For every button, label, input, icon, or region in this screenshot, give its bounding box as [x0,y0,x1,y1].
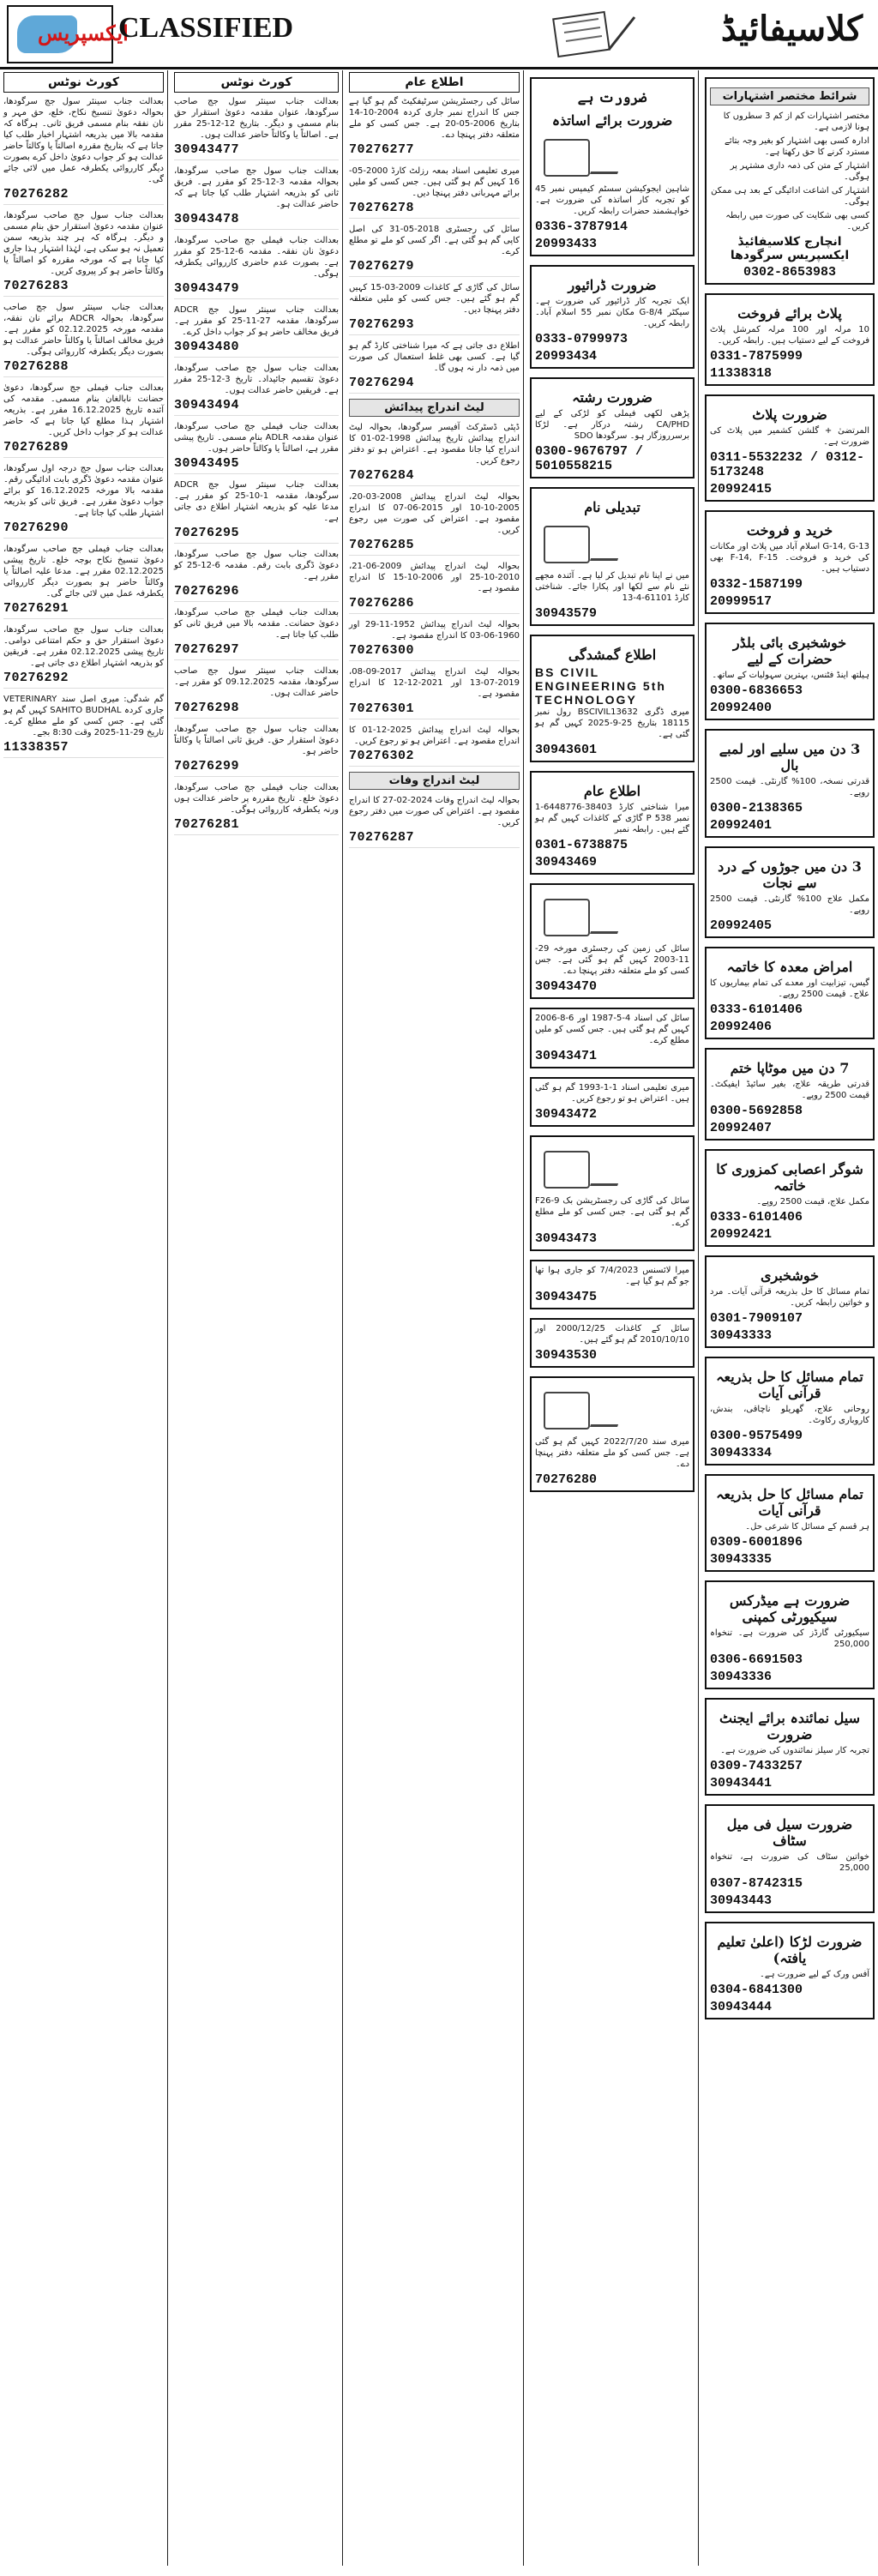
classified-ad [705,1804,875,1913]
notice-item [174,479,339,544]
notice-text: بحوالہ لیٹ اندراج پیدائش 2025-12-01 کا اندراج مقصود ہے۔ اعتراض ہو تو رجوع کریں۔ [349,725,520,746]
ad-title: ضرورت ہے میڈرکس سیکیورٹی کمپنی [729,1592,851,1625]
notice-text: بعدالت جناب سینئر سول جج صاحب سرگودھا، مقدمہ 09.12.2025 کو مقرر ہے۔ حاضر عدالت ہوں۔ [174,666,339,698]
classified-ad [530,77,695,256]
ad-code: 20992400 [710,701,773,715]
column-header: کورٹ نوٹس [3,72,164,93]
ad-title: خرید و فروخت [746,522,833,539]
terms-list [710,111,869,232]
terms-item: کسی بھی شکایت کی صورت میں رابطہ کریں۔ [725,211,869,232]
ad-title: خوشخبری [760,1267,820,1284]
contact-phone: 0302-8653983 [743,265,837,280]
notice-item [349,422,520,486]
notice-text: بعدالت جناب فیملی جج صاحب سرگودھا، دعویٰ خلع۔ تاریخ مقررہ پر حاضر عدالت ہوں ورنہ یکطرفہ کارروائی ہوگی۔ [174,783,339,815]
ad-code: 30943334 [710,1446,773,1460]
illustration-shape [544,139,590,177]
ad-phone: 0300-9676797 / 5010558215 [535,444,644,473]
notice-text: بعدالت جناب سینئر سول جج ADCR سرگودھا، مقدمہ 1-10-25 کو مقرر ہے۔ مدعا علیہ کو بذریعہ اشتہار اطلاع دی جاتی ہے۔ [174,480,339,523]
ad-list [705,293,875,2019]
classified-ad [530,1008,695,1068]
ad-illustration-icon [535,1387,689,1431]
notice-item [349,666,520,719]
classified-ad [705,1580,875,1689]
ad-code: 30943441 [710,1776,773,1791]
notice-item [174,96,339,160]
notice-code: 70276299 [174,759,240,773]
notice-item [349,96,520,160]
ad-title: تمام مسائل کا حل بذریعہ قرآنی آیات [716,1486,863,1519]
notice-code: 30943477 [174,142,240,157]
ad-body: سائل کی گاڑی کی رجسٹریشن بک F26-9 گم ہو گئی ہے۔ جس کسی کو ملے مطلع کرے۔ [535,1196,689,1228]
classified-ad [705,1048,875,1141]
classified-ad [530,487,695,626]
ad-title: امراض معدہ کا خاتمہ [726,959,853,975]
notice-text: بعدالت جناب سینئر سول جج صاحب سرگودھا، عنوان مقدمہ دعویٰ استقرار حق بنام مسمی و دیگر۔ بتاریخ 12-12-25 مقرر ہے۔ اصالتاً یا وکالتاً حاضر عدالت ہوں۔ [174,97,339,140]
ad-title: ضرورت لڑکا (اعلیٰ تعلیم یافتہ) [717,1934,863,1966]
notice-text: بحوالہ لیٹ اندراج پیدائش 2009-06-21، 2010-10-25 اور 2006-10-15 کا اندراج مقصود ہے۔ [349,562,520,593]
ad-body: ہیلتھ اینڈ فٹنس، بہترین سہولیات کے ساتھ۔ [712,671,869,680]
notice-code: 70276291 [3,601,69,616]
notice-item [349,282,520,335]
ad-code: 20992406 [710,1020,773,1034]
notice-item [174,549,339,602]
notice-item [174,782,339,835]
ad-title: ضرورت ڈرائیور [568,277,657,293]
notice-item [174,235,339,299]
notice-code: 70276293 [349,317,415,332]
notice-text: بعدالت جناب فیملی جج صاحب سرگودھا، دعویٰ نان نفقہ۔ مقدمہ 6-12-25 کو مقرر ہے۔ بصورت عدم حاضری کارروائی یکطرفہ ہوگی۔ [174,236,339,279]
notice-text: بعدالت جناب سول جج صاحب سرگودھا، دعویٰ استقرار حق و حکم امتناعی دوامی۔ تاریخ پیشی 02.12.2025 مقرر ہے۔ فریقین کو بذریعہ اشتہار اطلاع دی جاتی ہے۔ [3,625,164,668]
ad-phone: 0333-6101406 [710,1002,803,1017]
ad-code: 20992407 [710,1121,773,1135]
ad-body: میرا لائسنس 7/4/2023 کو جاری ہوا تھا جو گم ہو گیا ہے۔ [535,1266,689,1286]
ad-code: 30943335 [710,1552,773,1567]
terms-item: مختصر اشتہارات کم از کم 3 سطروں کا ہونا لازمی ہے۔ [723,111,869,132]
ad-code: 30943333 [710,1328,773,1343]
ad-body: آفس ورک کے لیے ضرورت ہے۔ [759,1970,869,1979]
notice-text: بعدالت جناب فیملی جج صاحب سرگودھا، عنوان مقدمہ ADLR بنام مسمی۔ تاریخ پیشی مقرر ہے، اصالتاً یا وکالتاً حاضر ہوں۔ [174,422,339,454]
ad-body: پڑھی لکھی فیملی کو لڑکی کے لیے CA/PHD رشتہ درکار ہے۔ لڑکا برسرروزگار ہو۔ سرگودھا SDO [535,409,689,441]
ad-body: میری سند 2022/7/20 کہیں گم ہو گئی ہے۔ جس کسی کو ملے متعلقہ دفتر پہنچا دے۔ [535,1437,689,1469]
ad-title: شوگر اعصابی کمزوری کا خاتمہ [716,1161,863,1194]
contact-label: انچارج کلاسیفائیڈ ایکسپریس سرگودھا [730,235,850,262]
notice-code: 70276283 [3,279,69,293]
page-header [0,0,878,69]
ad-title: تبدیلی نام [584,499,640,515]
ad-code: 30943473 [535,1231,598,1246]
illustration-shape [590,1399,628,1427]
ad-body: سائل کے کاغذات 2000/12/25 اور 2010/10/10 گم ہو گئے ہیں۔ [535,1324,689,1345]
classified-ad [705,1149,875,1247]
notice-item [3,302,164,377]
terms-item: اشتہار کے متن کی ذمہ داری مشتہر پر ہوگی۔ [730,161,869,182]
ad-body: قدرتی طریقہ علاج، بغیر سائیڈ ایفیکٹ۔ قیمت 2500 روپے۔ [710,1080,869,1100]
column-header: اطلاع عام [349,72,520,93]
late-birth-list [349,422,520,767]
ad-phone: 0301-7909107 [710,1311,803,1326]
ad-phone: 0336-3787914 [535,220,628,234]
notice-item [174,166,339,230]
ad-phone: 0332-1587199 [710,577,803,592]
ad-phone: 0333-6101406 [710,1210,803,1225]
ad-phone: 0311-5532232 / 0312-5173248 [710,450,865,479]
notice-text: بعدالت جناب سول جج صاحب سرگودھا، دعویٰ ڈگری بابت رقم۔ مقدمہ 6-12-25 کو مقرر ہے۔ [174,550,339,581]
ad-body: قدرتی نسخہ، 100% گارنٹی۔ قیمت 2500 روپے۔ [710,777,869,797]
classified-ad [705,1698,875,1796]
notice-code: 70276277 [349,142,415,157]
columns-container [0,70,878,2576]
notice-code: 70276294 [349,376,415,390]
notice-item [349,340,520,394]
illustration-shape [590,1158,628,1186]
ad-body: ایک تجربہ کار ڈرائیور کی ضرورت ہے۔ سیکٹر G-8/4 مکان نمبر 55 اسلام آباد۔ رابطہ کریں۔ [535,297,689,328]
notice-code: 70276287 [349,830,415,845]
notice-item [349,561,520,614]
column-wanted-ads [526,70,699,2566]
notice-text: بعدالت جناب سول جج صاحب سرگودھا، عنوان مقدمہ دعویٰ استقرار حق بنام مسمی و دیگر۔ ہرگاہ کہ ہر چند بذریعہ سمن تعمیل نہ ہو سکی ہے، لہٰذا اشتہار ہذا جاری کیا جاتا ہے کہ مورخہ مقررہ کو اصالتاً یا وکالتاً حاضر ہو کر پیروی کریں۔ [3,211,164,276]
notice-code: 70276279 [349,259,415,274]
notice-code: 70276302 [349,749,415,763]
notice-text: بعدالت جناب فیملی جج صاحب سرگودھا، دعویٰ حضانت۔ مقدمہ بالا میں فریق ثانی کو طلب کیا جاتا ہے۔ [174,608,339,640]
ad-code: 30943579 [535,606,598,621]
ad-body: G-14, G-13 اسلام آباد میں پلاٹ اور مکانات کی خرید و فروخت۔ F-14, F-15 بھی دستیاب ہیں۔ [710,542,870,574]
ad-body: ہر قسم کے مسائل کا شرعی حل۔ [745,1522,869,1532]
notice-text: بحوالہ لیٹ اندراج پیدائش 1952-11-29 اور 1960-06-03 کا اندراج مقصود ہے۔ [349,620,520,641]
notice-code: 70276289 [3,440,69,454]
classified-ad [705,623,875,720]
ad-title: خوشخبری بائی بلڈر حضرات کے لیے [732,635,847,667]
ad-phone: 0300-6836653 [710,683,803,698]
notice-item [349,619,520,661]
ad-code: 30943530 [535,1348,598,1363]
notice-text: بعدالت جناب سول جج درجہ اول سرگودھا، عنوان مقدمہ دعویٰ ڈگری بابت ادائیگی رقم۔ مقدمہ بالا مورخہ 16.12.2025 کو برائے جواب دعویٰ مقرر ہے۔ فریق ثانی کو بذریعہ اشتہار طلب کیا جاتا ہے۔ [3,464,164,518]
classified-ad [530,771,695,875]
late-death-header: لیٹ اندراج وفات [349,772,520,790]
notice-text: بحوالہ لیٹ اندراج وفات 2024-02-27 کا اندراج مقصود ہے۔ اعتراض کی صورت میں دفتر رجوع کریں۔ [349,796,520,828]
ad-body: مکمل علاج، قیمت 2500 روپے۔ [756,1197,869,1207]
notice-item [174,421,339,474]
notice-item [174,724,339,777]
classified-ad [705,947,875,1039]
ad-code: 20999517 [710,594,773,609]
ad-title: 7 دن میں موٹاپا ختم [730,1060,850,1076]
column-court-notices-1 [0,70,168,2566]
notice-text: بحوالہ لیٹ اندراج پیدائش 2008-03-20، 2005-10-10 اور 2015-06-07 کا اندراج مقصود ہے۔ اعتراض کی صورت میں رجوع کریں۔ [349,492,520,535]
ad-code: 30943471 [535,1049,598,1063]
classified-ad [705,1357,875,1466]
notice-text: اطلاع دی جاتی ہے کہ میرا شناختی کارڈ گم ہو گیا ہے۔ کسی بھی غلط استعمال کی صورت میں ذمہ دار نہ ہوں گا۔ [349,341,520,373]
column-public-notices [346,70,524,2566]
ad-body: سائل کی اسناد 4-5-1987 اور 6-8-2006 کہیں گم ہو گئی ہیں۔ جس کسی کو ملیں مطلع کرے۔ [535,1014,690,1045]
notice-item [174,607,339,660]
classified-ad [705,1922,875,2019]
notice-text: میری تعلیمی اسناد بمعہ رزلٹ کارڈ 2000-05-16 کہیں گم ہو گئی ہیں۔ جس کسی کو ملیں برائے مہربانی دفتر پہنچا دیں۔ [349,166,520,198]
classified-ad [530,1135,695,1251]
notice-code: 70276300 [349,643,415,658]
notice-text: سائل کی رجسٹریشن سرٹیفکیٹ گم ہو گیا ہے جس کا اندراج نمبر جاری کردہ 2004-10-14 بتاریخ 2006-05-20 ہے۔ جس کسی کو ملے متعلقہ دفتر پہنچا دے۔ [349,97,520,140]
ad-code: 30943443 [710,1893,773,1908]
ad-body: خواتین سٹاف کی ضرورت ہے، تنخواہ 25,000 [710,1852,869,1873]
ad-code: 20992401 [710,818,773,833]
ad-code: 20993434 [535,349,598,364]
notice-item [349,166,520,219]
notice-text: بعدالت جناب فیملی جج سرگودھا، دعویٰ حضانت نابالغان بنام مسمی۔ مقدمہ کی آئندہ تاریخ 16.12.2025 مقرر ہے۔ بذریعہ اشتہار ہذا مطلع کیا جاتا ہے کہ حاضر عدالت ہو کر جواب داخل کریں۔ [3,383,164,437]
ad-body: تمام مسائل کا حل بذریعہ قرآنی آیات۔ مرد و خواتین رابطہ کریں۔ [710,1287,869,1308]
notice-code: 70276298 [174,701,240,715]
ad-code: 30943475 [535,1290,598,1304]
ad-body: میری تعلیمی اسناد 1-1-1993 گم ہو گئی ہیں۔ اعتراض ہو تو رجوع کریں۔ [535,1083,689,1104]
ad-code: 70276280 [535,1472,598,1487]
notice-item [174,304,339,358]
notice-text: بعدالت جناب سینئر سول جج ADCR سرگودھا، مقدمہ 27-11-25 کو مقرر ہے۔ فریق مخالف حاضر ہو کر جواب داخل کرے۔ [174,305,339,337]
notice-text: بعدالت جناب فیملی جج صاحب سرگودھا، دعویٰ تنسیخ نکاح بوجہ خلع۔ تاریخ پیشی 02.12.2025 مقرر ہے۔ مدعا علیہ اصالتاً یا وکالتاً حاضر ہو بصورت دیگر کارروائی یکطرفہ عمل میں لائی جائے گی۔ [3,545,164,599]
ad-body: 10 مرلہ اور 100 مرلہ کمرشل پلاٹ فروخت کے لیے دستیاب ہیں۔ رابطہ کریں۔ [710,325,869,346]
ad-illustration-icon [535,1146,689,1190]
ad-title: اطلاع گمشدگی [568,647,657,663]
ad-phone: 0300-9575499 [710,1429,803,1443]
ad-code: 30943601 [535,743,598,757]
notice-item [349,795,520,848]
notice-item [3,694,164,758]
terms-box [705,77,875,285]
ad-title: ضرورت سیل فی میل سٹاف [726,1816,853,1849]
notice-code: 30943480 [174,340,240,354]
ad-list [530,77,695,1492]
title-english: CLASSIFIED [118,12,294,44]
column-court-notices-2 [171,70,343,2566]
ad-code: 30943470 [535,979,598,994]
ad-code: 20992405 [710,918,773,933]
notice-code: 30943495 [174,456,240,471]
late-death-list [349,795,520,848]
classified-ad [705,394,875,502]
ad-illustration-icon [535,521,689,565]
notice-item [349,725,520,767]
title-urdu: کلاسیفائیڈ [720,9,863,49]
classified-ad [530,635,695,762]
ad-body: مکمل علاج 100% گارنٹی۔ قیمت 2500 روپے۔ [710,894,869,915]
ad-code: 30943469 [535,855,598,870]
classified-ad [530,265,695,369]
ad-phone: 0300-2138365 [710,801,803,816]
terms-header: شرائط مختصر اشتہارات [710,87,869,105]
notice-code: 70276297 [174,642,240,657]
illustration-shape [590,533,628,561]
ad-title: 3 دن میں جوڑوں کے درد سے نجات [718,858,862,891]
terms-item: اشتہار کی اشاعت ادائیگی کے بعد ہی ممکن ہوگی۔ [711,186,869,207]
notice-text: ڈپٹی ڈسٹرکٹ آفیسر سرگودھا، بحوالہ لیٹ اندراج پیدائش تاریخ پیدائش 1998-02-01 کا اندراج کیا جانا مقصود ہے۔ اعتراض ہو تو دفتر رجوع کریں۔ [349,423,520,466]
notice-text: بعدالت جناب سول جج صاحب سرگودھا، دعویٰ استقرار حق۔ فریق ثانی اصالتاً یا وکالتاً حاضر ہو۔ [174,725,339,756]
ad-illustration-icon [535,894,689,938]
classified-ad [705,729,875,838]
notice-text: بحوالہ لیٹ اندراج پیدائش 2017-09-08، 2019-07-13 اور 2021-12-12 کا اندراج مقصود ہے۔ [349,667,520,699]
ad-title: تمام مسائل کا حل بذریعہ قرآنی آیات [716,1369,863,1401]
notice-item [3,96,164,205]
ad-subtitle: ضرورت برائے اساتذہ [551,112,673,129]
express-logo [7,5,129,63]
classified-ad [530,1376,695,1492]
ad-body: شاہین ایجوکیشن سسٹم کیمپس نمبر 45 کو تجربہ کار اساتذہ کی ضرورت ہے۔ خواہشمند حضرات رابطہ کریں۔ [535,184,689,216]
notice-item [174,665,339,719]
logo-text: ایکسپریس [38,21,129,45]
ad-phone: 0333-0799973 [535,332,628,346]
notice-item [174,363,339,416]
notice-code: 70276295 [174,526,240,540]
notice-code: 30943494 [174,398,240,412]
notice-item [3,544,164,619]
notice-code: 70276290 [3,521,69,535]
ad-code: 20992415 [710,482,773,497]
notice-code: 70276282 [3,187,69,202]
late-birth-header: لیٹ اندراج پیدائش [349,399,520,417]
ad-body: سیکیورٹی گارڈز کی ضرورت ہے۔ تنخواہ 250,000 [710,1628,869,1649]
notice-text: گم شدگی: میری اصل سند VETERINARY جاری کردہ SAHITO BUDHAL کہیں گم ہو گئی ہے۔ جس کسی کو ملے مطلع کرے۔ تاریخ 29-11-2025 وقت 8:30 بجے۔ [3,695,165,737]
ad-phone: 0306-6691503 [710,1652,803,1667]
ad-title: اطلاع عام [583,783,641,799]
notice-item [3,382,164,458]
classified-ad [705,293,875,386]
column-header: کورٹ نوٹس [174,72,339,93]
notice-code: 70276286 [349,596,415,611]
notice-list [3,96,164,758]
ad-phone: 0300-5692858 [710,1104,803,1118]
ad-title: 3 دن میں سلیے اور لمبے بال [719,741,861,773]
notice-code: 70276284 [349,468,415,483]
notice-item [349,491,520,556]
ad-body: میں نے اپنا نام تبدیل کر لیا ہے۔ آئندہ مجھے نئے نام سے لکھا اور پکارا جائے۔ شناختی کارڈ 61101-4-13 [535,571,689,603]
classified-ad [705,1255,875,1348]
illustration-shape [544,526,590,563]
notice-code: 30943479 [174,281,240,296]
classified-ad [530,1318,695,1368]
ad-code: 30943444 [710,2000,773,2014]
notice-list [174,96,339,835]
notice-text: سائل کی گاڑی کے کاغذات 2009-03-15 کہیں گم ہو گئے ہیں۔ جس کسی کو ملیں متعلقہ دفتر پہنچا دیں۔ [349,283,520,315]
notice-item [3,463,164,539]
ad-code: 30943336 [710,1670,773,1684]
notice-code: 70276296 [174,584,240,599]
illustration-shape [544,899,590,936]
ad-body: روحانی علاج، گھریلو ناچاقی، بندش، کاروباری رکاوٹ۔ [710,1405,869,1425]
ad-body: المرتضیٰ + گلشن کشمیر میں پلاٹ کی ضرورت ہے۔ [710,426,869,447]
illustration-shape [544,1392,590,1429]
ad-illustration-icon [535,134,689,178]
ad-title: ضرورت رشتہ [572,389,652,406]
notice-text: بعدالت جناب سینئر سول جج صاحب سرگودھا، بحوالہ ADCR برائے نان نفقہ، مقدمہ مورخہ 02.12.2025 کو مقرر ہے۔ فریق مخالف اصالتاً یا وکالتاً حاضر عدالت ہو بصورت دیگر یکطرفہ کارروائی ہوگی۔ [3,303,164,357]
ad-code: 11338318 [710,366,773,381]
ad-code: 20992421 [710,1227,773,1242]
notice-code: 70276278 [349,201,415,215]
notice-text: بعدالت جناب سول جج صاحب سرگودھا، بحوالہ مقدمہ 3-12-25 کو مقرر ہے۔ فریق ثانی کو بذریعہ اشتہار طلب کیا جاتا ہے کہ حاضر عدالت ہو۔ [174,166,339,209]
notice-code: 70276292 [3,671,69,685]
classified-ad [530,1260,695,1309]
notice-item [349,224,520,277]
notice-list [349,96,520,394]
ad-phone: 0309-7433257 [710,1759,803,1773]
classified-ad [530,1077,695,1127]
illustration-shape [544,1151,590,1189]
notice-text: بعدالت جناب سینئر سول جج سرگودھا، بحوالہ دعویٰ تنسیخ نکاح، خلع، حق مہر و نان نفقہ بنام مسمی فریق ثانی۔ ہرگاہ کہ مقدمہ بالا میں بذریعہ اشتہار اخبار طلب کیا جاتا ہے کہ بتاریخ مقررہ اصالتاً یا وکالتاً حاضر عدالت ہو کر جواب دعویٰ داخل کرے بصورت دیگر کارروائی یکطرفہ عمل میں لائی جائے گی۔ [3,97,164,184]
ad-body: تجربہ کار سیلز نمائندوں کی ضرورت ہے۔ [720,1746,869,1755]
classified-ad [705,846,875,938]
notice-item [3,210,164,297]
ad-phone: 0307-8742315 [710,1876,803,1891]
illustration-shape [590,906,628,934]
notice-code: 70276281 [174,817,240,832]
notice-item [3,624,164,689]
ad-subtitle: BS CIVIL ENGINEERING 5th TECHNOLOGY [535,665,666,707]
illustration-shape [590,146,628,174]
ad-body: میری ڈگری BSCIVIL13632 رول نمبر 18115 بتاریخ 25-9-2025 کہیں گم ہو گئی ہے۔ [535,707,689,739]
notice-code: 11338357 [3,740,69,755]
notice-text: سائل کی رجسٹری 2018-05-31 کی اصل کاپی گم ہو گئی ہے۔ اگر کسی کو ملے تو مطلع کرے۔ [349,225,520,256]
ad-body: میرا شناختی کارڈ 38403-6448776-1 نمبر P 538 گاڑی کے کاغذات کہیں گم ہو گئے ہیں۔ رابطہ نمبر [535,803,690,834]
ad-phone: 0301-6738875 [535,838,628,852]
classified-ad [530,377,695,478]
terms-item: ادارہ کسی بھی اشتہار کو بغیر وجہ بتائے مسترد کرنے کا حق رکھتا ہے۔ [724,136,869,157]
ad-body: گیس، تیزابیت اور معدے کی تمام بیماریوں کا علاج۔ قیمت 2500 روپے۔ [710,978,869,999]
column-terms-and-ads [701,70,878,2566]
ad-phone: 0304-6841300 [710,1983,803,1997]
ad-phone: 0309-6001896 [710,1535,803,1550]
classified-ad [705,510,875,614]
notice-code: 70276285 [349,538,415,552]
newspaper-icon [549,7,643,58]
notice-code: 70276288 [3,359,69,374]
ad-title: ضرورت ہے [577,89,647,105]
ad-title: سیل نمائندہ برائے ایجنٹ ضرورت [719,1710,860,1742]
ad-phone: 0331-7875999 [710,349,803,364]
ad-body: سائل کی زمین کی رجسٹری مورخہ 29-11-2003 کہیں گم ہو گئی ہے۔ جس کسی کو ملے متعلقہ دفتر پہنچا دے۔ [535,944,689,976]
classified-ad [530,883,695,999]
ad-code: 20993433 [535,237,598,251]
notice-code: 30943478 [174,212,240,226]
ad-title: پلاٹ برائے فروخت [737,305,842,322]
notice-code: 70276301 [349,701,415,716]
classified-ad [705,1474,875,1572]
ad-code: 30943472 [535,1107,598,1122]
ad-title: ضرورت پلاٹ [752,406,827,423]
notice-text: بعدالت جناب سول جج صاحب سرگودھا، دعویٰ تقسیم جائیداد۔ تاریخ 3-12-25 مقرر ہے۔ فریقین حاضر عدالت ہوں۔ [174,364,339,395]
